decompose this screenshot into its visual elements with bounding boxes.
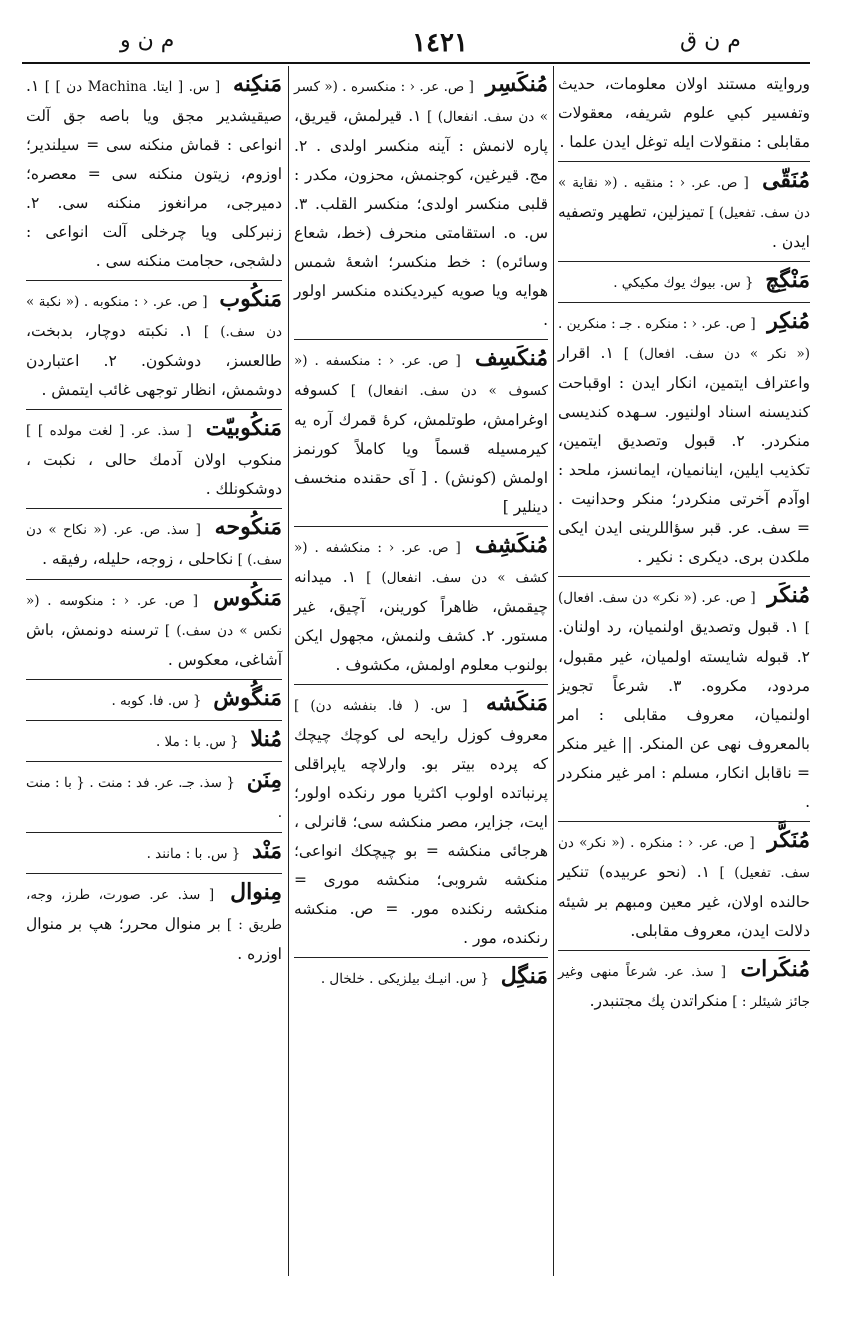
entry-definition: ١. (نحو عربيده) تنكير حالنده اولان، غير معين ومبهم بر شيئه دلالت ايدن، معروف مقابلى. bbox=[558, 863, 810, 940]
entry-etymology: [ سذ. ص. عر. (« نكاح » دن سف.) ] bbox=[26, 522, 282, 568]
dictionary-entry bbox=[26, 584, 282, 680]
column-divider bbox=[553, 66, 554, 1276]
entry-etymology: [ سذ. عر. [ لغت مولده ] ] bbox=[26, 423, 192, 439]
entry-etymology: [ ص. عر. ‹ : منكوبه . (« نكبة » دن سف.) ] bbox=[26, 294, 282, 340]
entry-definition: معروف كوزل رايحه لى كوچك چيچك كه پرده بيتر بو. وارلاچه ياپراقلى پرنباتده اولوب اكثريا مور رنكده اولور؛ ايت، جزاير، مصر منكشه سى؛ قانرلى ، هرجائى منكشه = بو چيچكك انواعى؛ منكشه شروبى؛ منكشه مورى = منكشه رنكنده مور. = ص. منكشه رنكنده، مور . bbox=[294, 726, 548, 947]
entry-etymology: { س. فا. كوبه . bbox=[111, 693, 202, 709]
entry-definition: وروايته مستند اولان معلومات، حديث وتفسير كبي علوم شريفه، معقولات مقابلى : منقولات ايله توغل ايدن علما . bbox=[558, 75, 810, 151]
dictionary-entry bbox=[294, 689, 548, 958]
dictionary-entry bbox=[294, 344, 548, 527]
entry-etymology: [ س. [ ايتا. Machina دن ] ] bbox=[39, 79, 221, 95]
entry-etymology: [ ص. عر. ‹ : منكره . (« نكر» دن سف. تفعيل) ] bbox=[558, 835, 810, 881]
entry-headword: مُنَكَّر bbox=[758, 827, 810, 853]
entry-etymology: { س. انيـك بيلزيكى . خلخال . bbox=[320, 971, 490, 987]
entry-etymology: [ ص. عر. ‹ : منكشفه . (« كشف » دن سف. انفعال) ] bbox=[294, 540, 548, 586]
entry-etymology: [ ص. عر. ‹ : منكسره . (« كسر » دن سف. انفعال) ] bbox=[294, 79, 549, 125]
entry-headword: مَنْد bbox=[244, 838, 282, 864]
entry-definition: نكاحلى ، زوجه، حليله، رفيقه . bbox=[42, 550, 234, 568]
dictionary-entry bbox=[558, 266, 810, 303]
dictionary-entry bbox=[26, 725, 282, 762]
entry-definition: تميزلين، تطهير وتصفيه ايدن . bbox=[558, 203, 810, 251]
dictionary-entry bbox=[26, 513, 282, 580]
entry-headword: مُنَقّى bbox=[752, 167, 810, 193]
entry-definition: ١. ميدانه چيقمش، ظاهراً كورينن، آچيق، غير مستور. ٢. كشف ولنمش، مجهول ايكن بولنوب معلوم اولمش، مكشوف . bbox=[294, 568, 548, 674]
dictionary-entry bbox=[26, 285, 282, 410]
dictionary-entry bbox=[294, 531, 548, 685]
entry-headword: مُنكَسِر bbox=[477, 71, 548, 97]
entry-etymology: { سذ. جـ. عر. فد : منت . { با : منت . bbox=[26, 775, 282, 821]
dictionary-entry bbox=[26, 878, 282, 973]
entry-definition: ١. اقرار واعتراف ايتمين، انكار ايدن : اوقباحت كنديسنه اسناد اولنيور. سـهده كنديسى منكردر. ٢. قبول وتصديق ايتمين، تكذيب ايلين، اينانميان، ايمانسز، ملحد : اوآدم آخرتى منكردر؛ منكر وحدانيت . = سف. عر. قبر سؤاللرينى ايدن ايكى ملكدن برى. ديكرى : نكير . bbox=[558, 344, 810, 566]
entry-definition: كسوفه اوغرامش، طوتلمش، كرهٔ قمرك آره يه كيرمسيله قسماً ويا كاملاً كورنمز اولمش (كونش) . [ آى حقنده منخسف دينلير ] bbox=[294, 381, 548, 516]
dictionary-entry bbox=[26, 70, 282, 281]
entry-etymology: [ سذ. عر. شرعاً منهى وغير جائز شيئلر : ] bbox=[558, 964, 810, 1010]
entry-headword: مِنَن bbox=[239, 767, 282, 793]
entry-definition: منكراتدن پك مجتنبدر. bbox=[589, 992, 728, 1010]
column-divider bbox=[288, 66, 289, 1276]
entry-definition: منكوب اولان آدمك حالى ، نكبت ، دوشكونلك . bbox=[26, 451, 282, 498]
entry-etymology: [ ص. عر. ‹ : منكسفه . (« كسوف » دن سف. انفعال) ] bbox=[294, 353, 548, 399]
column-left bbox=[26, 70, 282, 977]
entry-definition: ١. صيقيشدير مجق ويا باصه جق آلت انواعى : قماش منكنه سى = سيلندير؛ اوزوم، زيتون منكنه سى = معصره؛ دميرجى، مرانغوز منكنه سى. ٢. زنبركلى ويا چرخلى آلت انواعى : دلشجى، حجامت منكنه سى . bbox=[26, 77, 282, 270]
entry-etymology: { س. بيوك يوك مكيكي . bbox=[613, 275, 754, 291]
entry-etymology: [ ص. عر. (« نكر» دن سف. افعال) ] bbox=[558, 590, 810, 636]
entry-headword: مُنكَشِف bbox=[464, 532, 548, 558]
entry-headword: مُنكَرات bbox=[730, 956, 810, 982]
page-header bbox=[40, 26, 810, 62]
entry-definition: ترسنه دونمش، باش آشاغى، معكوس . bbox=[26, 621, 282, 669]
column-middle bbox=[294, 70, 548, 1002]
entry-headword: مُنكَر bbox=[759, 582, 811, 608]
entry-headword: مِنوال bbox=[218, 879, 282, 905]
entry-definition: بر منوال محرر؛ هپ بر منوال اوزره . bbox=[26, 915, 282, 963]
entry-headword: مَنگُوش bbox=[205, 685, 282, 711]
entry-definition: ١. نكبته دوچار، بدبخت، طالعسز، دوشكون. ٢. اعتباردن دوشمش، انظار توجهى غائب ايتمش . bbox=[26, 322, 282, 399]
entry-headword: مَنكُوبيّت bbox=[195, 415, 283, 441]
entry-headword: مَنكَشه bbox=[471, 690, 548, 716]
column-right bbox=[558, 70, 810, 1025]
dictionary-entry bbox=[558, 70, 810, 162]
header-rule bbox=[22, 62, 810, 64]
entry-headword: مَنكُوب bbox=[211, 286, 283, 312]
dictionary-entry bbox=[558, 307, 810, 577]
entry-headword: مُنكَسِف bbox=[464, 345, 548, 371]
entry-etymology: [ ص. عر. ‹ : منكره . جـ : منكرين . (« نكر » دن سف. افعال) ] bbox=[558, 316, 810, 362]
dictionary-entry bbox=[26, 684, 282, 721]
dictionary-entry bbox=[26, 414, 282, 509]
entry-headword: مَنگِل bbox=[493, 963, 548, 989]
dictionary-entry bbox=[294, 962, 548, 998]
entry-headword: مَنكُوحه bbox=[204, 514, 283, 540]
dictionary-entry bbox=[26, 837, 282, 874]
entry-headword: مَنْگِچ bbox=[757, 267, 810, 293]
entry-definition: ١. قبول وتصديق اولنميان، رد اولنان. ٢. قبوله شايسته اولميان، غير مقبول، مردود، مكروه. ٣. شرعاً تجويز اولنميان، معروف مقابلى : امر بالمعروف نهى عن المنكر. || غير منكر = ناقابل انكار، مسلم : امر غير منكردر . bbox=[558, 618, 810, 811]
header-left-letters: م ن و bbox=[120, 28, 175, 53]
entry-etymology: [ سذ. عر. صورت، طرز، وجه، طريق : ] bbox=[26, 887, 282, 933]
dictionary-entry bbox=[558, 581, 810, 822]
dictionary-entry bbox=[558, 826, 810, 951]
dictionary-entry bbox=[558, 166, 810, 262]
entry-headword: مَنكُوس bbox=[202, 585, 283, 611]
entry-etymology: [ ص. عر. ‹ : منقيه . (« نقاية » دن سف. تفعيل) ] bbox=[558, 175, 810, 221]
entry-etymology: { س. با : ملا . bbox=[155, 734, 239, 750]
page-number: ١٤٢١ bbox=[412, 28, 468, 58]
dictionary-entry bbox=[294, 70, 548, 340]
entry-definition: ١. قيرلمش، قيريق، پاره لانمش : آينه منكسر اولدى . ٢. مج. قيرغين، كوجنمش، محزون، مكدر : قلبى منكسر اولدى؛ منكسر القلب. ٣. س. ه. استقامتى منحرف (خط، شعاع وسائره) : خط منكسر؛ اشعهٔ شمس هوايه ويا صويه كيرديكنده منكسر اولور . bbox=[294, 107, 548, 329]
dictionary-entry bbox=[26, 766, 282, 833]
entry-etymology: [ ص. عر. ‹ : منكوسه . (« نكس » دن سف.) ] bbox=[26, 593, 282, 639]
dictionary-entry bbox=[558, 955, 810, 1021]
entry-etymology: { س. با : مانند . bbox=[146, 846, 241, 862]
entry-headword: مُنكِر bbox=[759, 308, 810, 334]
entry-headword: مَنكِنه bbox=[224, 71, 283, 97]
entry-etymology: [ س. ( فا. بنفشه دن) ] bbox=[294, 698, 468, 714]
header-right-letters: م ن ق bbox=[680, 28, 741, 53]
entry-headword: مُنلا bbox=[242, 726, 282, 752]
